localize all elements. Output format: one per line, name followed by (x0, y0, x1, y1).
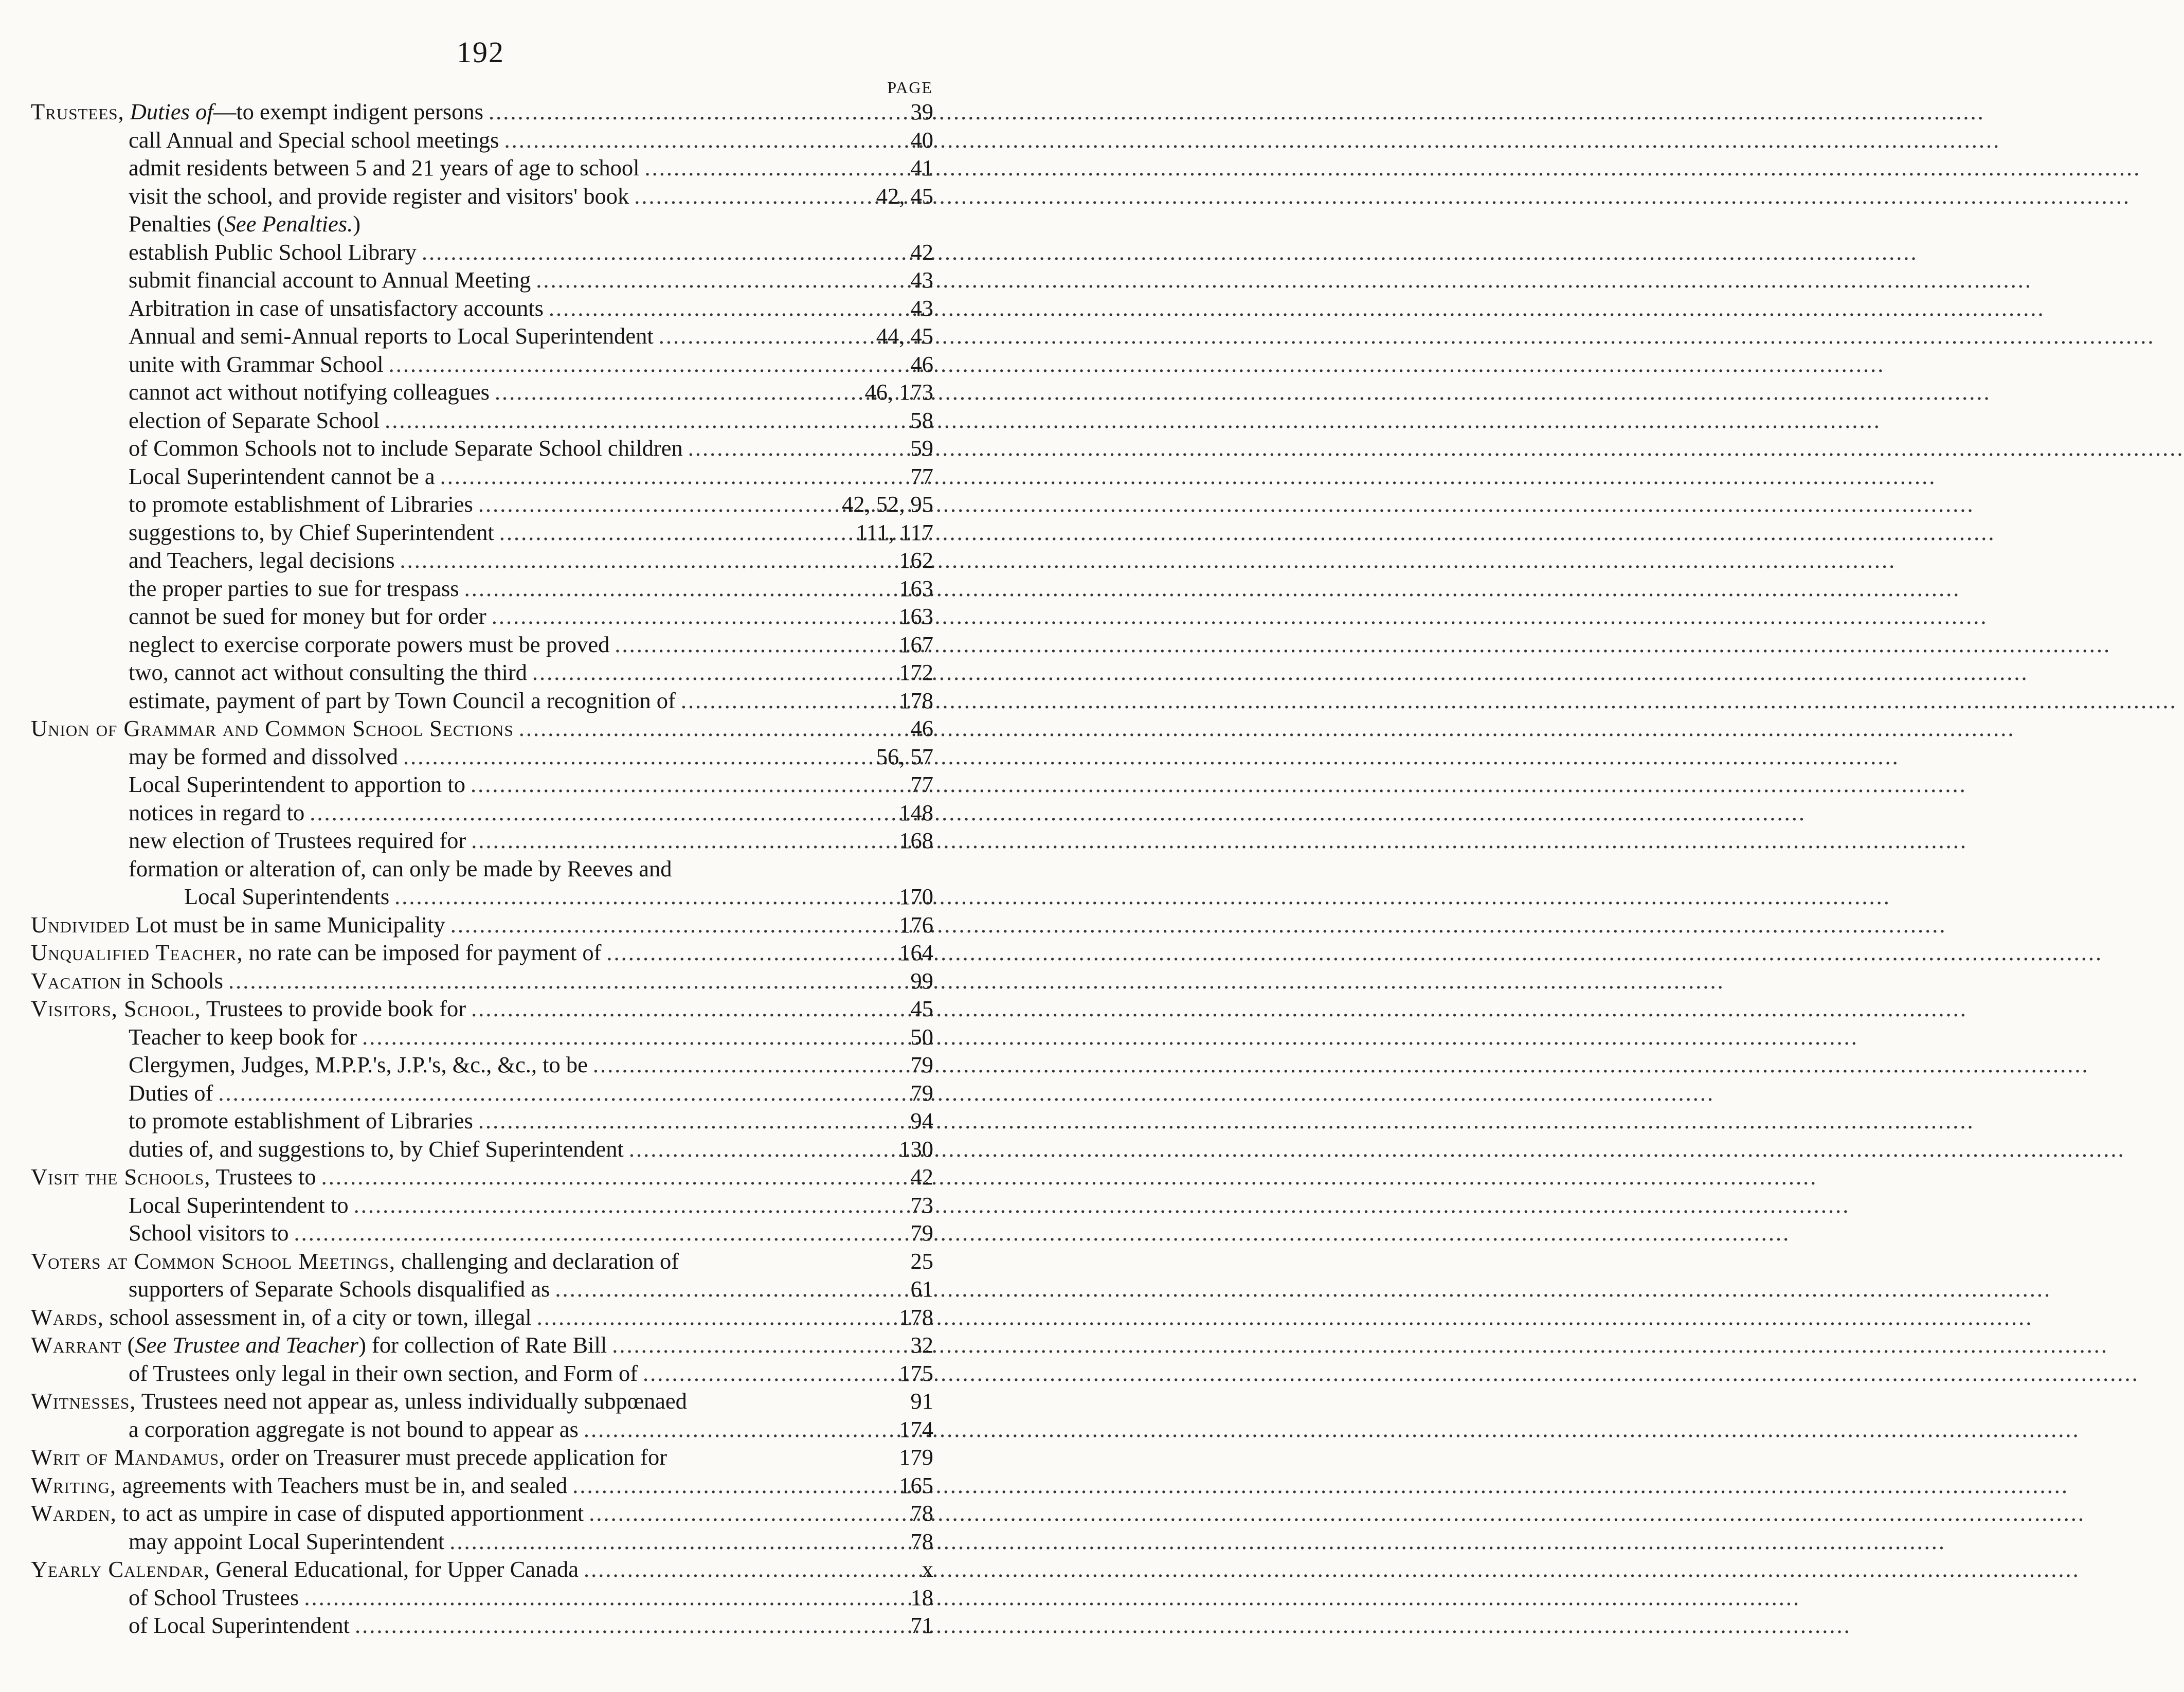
entry-page-ref: 73 (910, 1192, 933, 1218)
entry-heading: Unqualified Teacher, (31, 940, 243, 965)
dot-leader (681, 687, 894, 715)
entry-heading: Voters at Common School Meetings, (31, 1248, 396, 1274)
entry-page-ref: 172 (899, 659, 933, 685)
entry-description: cannot act without notifying colleagues (129, 379, 490, 405)
entry-description: establish Public School Library (129, 239, 417, 265)
dot-leader (471, 770, 906, 799)
index-entry (31, 687, 933, 715)
dot-leader (629, 1135, 894, 1163)
index-entry (31, 1359, 933, 1388)
entry-text (31, 1471, 567, 1500)
index-entry (31, 911, 933, 939)
entry-page-ref: 170 (899, 884, 933, 909)
entry-text (31, 98, 483, 126)
entry-description: Local Superintendents (184, 884, 390, 909)
index-entry (31, 1527, 933, 1556)
index-entry (31, 434, 933, 462)
entry-description: of Common Schools not to include Separate School children (129, 435, 683, 461)
entry-description: a corporation aggregate is not bound to appear as (129, 1416, 579, 1442)
entry-description: of Trustees only legal in their own section, and Form of (129, 1360, 638, 1386)
index-entry (31, 490, 933, 518)
entry-description: Arbitration in case of unsatisfactory accounts (129, 295, 544, 321)
dot-leader (449, 1527, 905, 1556)
index-entry (31, 1051, 933, 1079)
entry-description: School visitors to (129, 1220, 289, 1246)
entry-text (129, 266, 531, 294)
index-entry (31, 1303, 933, 1331)
entry-italic: Duties of (130, 99, 213, 124)
entry-description: estimate, payment of part by Town Council a recognition of (129, 687, 676, 713)
entry-page-ref: 78 (910, 1500, 933, 1526)
entry-text (129, 855, 672, 883)
entry-text (31, 1555, 579, 1583)
entry-description: Local Superintendent cannot be a (129, 463, 435, 489)
index-entry (31, 238, 933, 266)
entry-page-ref: 77 (910, 463, 933, 489)
entry-text (31, 1331, 607, 1359)
index-entry (31, 855, 933, 883)
entry-text (129, 1583, 299, 1612)
dot-leader (355, 1611, 905, 1640)
entry-text (129, 406, 380, 435)
dot-leader (440, 462, 906, 491)
index-entry (31, 1583, 933, 1612)
entry-description: Trustees need not appear as, unless individually subpœnaed (136, 1388, 687, 1414)
index-entry (31, 1555, 933, 1583)
entry-text (129, 154, 640, 182)
entry-heading: Wards, (31, 1304, 104, 1330)
entry-page-ref: 42, 45 (876, 183, 933, 209)
index-entry (31, 770, 933, 799)
entry-description: Annual and semi-Annual reports to Local Superintendent (129, 323, 654, 349)
entry-description: two, cannot act without consulting the third (129, 659, 527, 685)
dot-leader (519, 714, 906, 743)
dot-leader (354, 1191, 906, 1219)
index-entry (31, 1331, 933, 1359)
dot-leader (394, 883, 894, 911)
entry-description (124, 99, 130, 124)
entry-description: cannot be sued for money but for order (129, 603, 486, 629)
index-entry (31, 1611, 933, 1640)
entry-page-ref: 176 (899, 911, 933, 938)
entry-page-ref: 71 (910, 1612, 933, 1638)
entry-text (129, 434, 683, 462)
entry-text (31, 1163, 316, 1191)
dot-leader (321, 1163, 906, 1191)
index-entry (31, 294, 933, 322)
entry-page-ref: 164 (899, 940, 933, 965)
entry-text (129, 1611, 350, 1640)
index-entry (31, 1275, 933, 1303)
entry-text (129, 574, 459, 603)
index-entry (31, 1247, 933, 1275)
dot-leader (555, 1275, 905, 1303)
dot-leader (492, 602, 894, 631)
entry-page-ref: 25 (910, 1248, 933, 1274)
entry-text (129, 238, 417, 266)
entry-description-cont: ) (353, 211, 361, 237)
entry-page-ref: 167 (899, 631, 933, 657)
entry-heading: Union of Grammar and Common School Sections (31, 715, 514, 741)
entry-page-ref: 42 (910, 239, 933, 265)
entry-description: suggestions to, by Chief Superintendent (129, 519, 494, 545)
dot-leader (400, 546, 894, 574)
entry-text (31, 939, 601, 967)
entry-text (129, 182, 629, 210)
entry-italic: See Penalties. (224, 211, 353, 237)
entry-page-ref: 56, 57 (876, 743, 933, 769)
dot-leader (536, 266, 905, 294)
entry-description: visit the school, and provide register and visitors' book (129, 183, 629, 209)
entry-description: Trustees to (210, 1164, 316, 1190)
entry-text (129, 210, 360, 238)
index-entry (31, 602, 933, 631)
entry-description: no rate can be imposed for payment of (243, 940, 602, 965)
dot-leader (471, 995, 905, 1023)
entry-description: to promote establishment of Libraries (129, 491, 473, 517)
entry-text (31, 1387, 687, 1415)
index-entry (31, 1415, 933, 1444)
entry-heading: Witnesses, (31, 1388, 136, 1414)
index-entry (31, 631, 933, 659)
entry-text (31, 1443, 667, 1471)
entry-text (129, 743, 398, 771)
entry-page-ref: 130 (899, 1136, 933, 1162)
entry-page-ref: 42 (910, 1164, 933, 1190)
page-number: 192 (457, 35, 504, 69)
index-entry (31, 743, 933, 771)
entry-text (129, 350, 384, 379)
entry-text (129, 126, 499, 154)
index-entry (31, 1387, 933, 1415)
entry-page-ref: 44, 45 (876, 323, 933, 349)
index-entry (31, 210, 933, 238)
entry-description: agreements with Teachers must be in, and sealed (116, 1472, 568, 1498)
entry-heading: Visitors, School, (31, 996, 201, 1021)
index-entry (31, 995, 933, 1023)
entry-heading: Yearly Calendar, (31, 1556, 210, 1582)
entry-heading: Trustees, (31, 99, 124, 124)
index-entry (31, 1163, 933, 1191)
entry-text (129, 462, 435, 491)
entry-page-ref: 46 (910, 351, 933, 377)
dot-leader (584, 1555, 917, 1583)
dot-leader (504, 126, 905, 154)
entry-description: and Teachers, legal decisions (129, 547, 395, 573)
index-entry (31, 154, 933, 182)
entry-text (31, 995, 466, 1023)
entry-description: may be formed and dissolved (129, 743, 398, 769)
index-entry (31, 574, 933, 603)
index-entry (31, 1443, 933, 1471)
dot-leader (403, 743, 871, 771)
dot-leader (643, 1359, 894, 1388)
entry-description: may appoint Local Superintendent (129, 1528, 445, 1554)
index-entry (31, 1079, 933, 1107)
entry-page-ref: 162 (899, 547, 933, 573)
entry-text (31, 1499, 584, 1527)
entry-page-ref: 178 (899, 1304, 933, 1330)
entry-text (129, 322, 654, 350)
dot-leader (385, 406, 905, 435)
entry-text (129, 378, 490, 406)
dot-leader (645, 154, 906, 182)
entry-page-ref: 79 (910, 1052, 933, 1077)
entry-description: Duties of (129, 1079, 213, 1106)
entry-heading: Warden, (31, 1500, 117, 1526)
page-column-label: PAGE (887, 78, 933, 97)
entry-description: duties of, and suggestions to, by Chief Superintendent (129, 1136, 624, 1162)
entry-text (129, 658, 527, 687)
dot-leader (304, 1583, 905, 1612)
entry-page-ref: 99 (910, 967, 933, 994)
entry-text (129, 1079, 213, 1107)
entry-text (129, 687, 676, 715)
index-entry (31, 98, 933, 126)
index-entry (31, 462, 933, 491)
dot-leader (537, 1303, 894, 1331)
entry-description: ( (121, 1332, 135, 1358)
entry-description: admit residents between 5 and 21 years of age to school (129, 155, 640, 181)
entry-page-ref: 46, 173 (864, 379, 933, 405)
dot-leader (615, 631, 894, 659)
entry-description: Trustees to provide book for (201, 996, 466, 1021)
entry-description: General Educational, for Upper Canada (210, 1556, 579, 1582)
entry-heading: Visit the Schools, (31, 1164, 211, 1190)
entry-page-ref: x (922, 1556, 933, 1582)
entry-description: call Annual and Special school meetings (129, 127, 499, 153)
entry-page-ref: 43 (910, 267, 933, 293)
entry-page-ref: 79 (910, 1220, 933, 1246)
entry-description: unite with Grammar School (129, 351, 384, 377)
entry-text (129, 294, 544, 322)
index-entries (31, 98, 933, 1640)
entry-page-ref: 94 (910, 1108, 933, 1133)
entry-text (129, 826, 466, 855)
entry-description: Clergymen, Judges, M.P.P.'s, J.P.'s, &c., &c., to be (129, 1052, 588, 1077)
entry-page-ref: 61 (910, 1276, 933, 1302)
index-entry (31, 546, 933, 574)
entry-page-ref: 45 (910, 996, 933, 1021)
dot-leader (634, 182, 871, 210)
entry-text (31, 1247, 679, 1275)
dot-leader (478, 490, 837, 518)
index-entry (31, 883, 933, 911)
index-entry (31, 826, 933, 855)
entry-page-ref: 163 (899, 575, 933, 601)
entry-description: in Schools (121, 967, 223, 994)
entry-description: formation or alteration of, can only be made by Reeves and (129, 855, 672, 881)
entry-text (129, 1275, 550, 1303)
entry-page-ref: 111, 117 (856, 519, 933, 545)
index-entry (31, 1499, 933, 1527)
entry-page-ref: 59 (910, 435, 933, 461)
entry-description: new election of Trustees required for (129, 827, 466, 853)
dot-leader (389, 350, 906, 379)
entry-description: notices in regard to (129, 799, 305, 825)
index-entry (31, 1107, 933, 1135)
dot-leader (489, 98, 906, 126)
dot-leader (584, 1415, 894, 1444)
entry-text (31, 967, 223, 995)
entry-description: submit financial account to Annual Meeting (129, 267, 531, 293)
entry-text (129, 1107, 473, 1135)
entry-page-ref: 174 (899, 1416, 933, 1442)
dot-leader (549, 294, 906, 322)
index-entry (31, 939, 933, 967)
index-entry (31, 1023, 933, 1051)
dot-leader (612, 1331, 905, 1359)
entry-page-ref: 91 (910, 1388, 933, 1414)
entry-description: election of Separate School (129, 407, 380, 433)
entry-page-ref: 18 (910, 1584, 933, 1610)
entry-description: of Local Superintendent (129, 1612, 350, 1638)
index-entry (31, 406, 933, 435)
entry-description: the proper parties to sue for trespass (129, 575, 459, 601)
entry-text (129, 770, 465, 799)
entry-page-ref: 178 (899, 687, 933, 713)
index-entry (31, 182, 933, 210)
entry-page-ref: 50 (910, 1023, 933, 1050)
entry-page-ref: 79 (910, 1079, 933, 1106)
entry-page-ref: 78 (910, 1528, 933, 1554)
entry-description: challenging and declaration of (395, 1248, 679, 1274)
entry-description-cont: —to exempt indigent persons (213, 99, 483, 124)
entry-page-ref: 165 (899, 1472, 933, 1498)
dot-leader (589, 1499, 905, 1527)
index-entry (31, 350, 933, 379)
entry-text (184, 883, 389, 911)
index-entry (31, 1135, 933, 1163)
entry-italic: See Trustee and Teacher (135, 1332, 359, 1358)
entry-text (31, 1303, 532, 1331)
index-entry (31, 322, 933, 350)
entry-page-ref: 148 (899, 799, 933, 825)
index-entry (31, 378, 933, 406)
entry-description: order on Treasurer must precede application for (225, 1444, 667, 1470)
entry-description: Local Superintendent to (129, 1192, 349, 1218)
entry-text (129, 490, 473, 518)
dot-leader (362, 1023, 905, 1051)
dot-leader (464, 574, 894, 603)
entry-description: to act as umpire in case of disputed apportionment (116, 1500, 584, 1526)
index-entry (31, 1471, 933, 1500)
entry-page-ref: 40 (910, 127, 933, 153)
entry-heading: Writ of Mandamus, (31, 1444, 226, 1470)
entry-text (129, 1219, 289, 1247)
entry-text (129, 1023, 357, 1051)
entry-page-ref: 43 (910, 295, 933, 321)
entry-description-cont: ) for collection of Rate Bill (358, 1332, 607, 1358)
index-entry (31, 1219, 933, 1247)
dot-leader (218, 1079, 905, 1107)
index-entry (31, 658, 933, 687)
index-entry (31, 1191, 933, 1219)
entry-page-ref: 42, 52, 95 (842, 491, 933, 517)
dot-leader (572, 1471, 894, 1500)
index-entry (31, 714, 933, 743)
entry-page-ref: 168 (899, 827, 933, 853)
entry-text (129, 799, 304, 827)
entry-text (129, 1415, 579, 1444)
entry-description: of School Trustees (129, 1584, 299, 1610)
entry-page-ref: 41 (910, 155, 933, 181)
entry-page-ref: 39 (910, 99, 933, 124)
entry-page-ref: 163 (899, 603, 933, 629)
entry-description: school assessment in, of a city or town, illegal (103, 1304, 532, 1330)
entry-heading: Undivided (31, 911, 130, 938)
entry-text (31, 911, 445, 939)
entry-description: Lot must be in same Municipality (130, 911, 445, 938)
entry-text (129, 1359, 638, 1388)
entry-description: neglect to exercise corporate powers must be proved (129, 631, 610, 657)
dot-leader (499, 518, 851, 547)
entry-text (129, 1527, 444, 1556)
index-entry (31, 967, 933, 995)
dot-leader (422, 238, 906, 266)
entry-description: to promote establishment of Libraries (129, 1108, 473, 1133)
entry-text (129, 518, 494, 547)
dot-leader (688, 434, 906, 462)
dot-leader (294, 1219, 906, 1247)
entry-page-ref: 58 (910, 407, 933, 433)
entry-description: Teacher to keep book for (129, 1023, 357, 1050)
entry-description: Penalties ( (129, 211, 225, 237)
entry-text (129, 1191, 349, 1219)
entry-page-ref: 179 (899, 1444, 933, 1470)
index-entry (31, 266, 933, 294)
entry-page-ref: 77 (910, 771, 933, 797)
entry-text (129, 602, 486, 631)
entry-heading: Warrant (31, 1332, 122, 1358)
index-entry (31, 126, 933, 154)
entry-text (129, 1051, 588, 1079)
dot-leader (310, 799, 894, 827)
dot-leader (532, 658, 894, 687)
dot-leader (471, 826, 894, 855)
entry-heading: Writing, (31, 1472, 117, 1498)
entry-text (31, 714, 514, 743)
index-entry (31, 518, 933, 547)
entry-page-ref: 175 (899, 1360, 933, 1386)
index-entry (31, 799, 933, 827)
dot-leader (478, 1107, 906, 1135)
entry-page-ref: 46 (910, 715, 933, 741)
entry-page-ref: 32 (910, 1332, 933, 1358)
entry-text (129, 631, 609, 659)
entry-description: Local Superintendent to apportion to (129, 771, 465, 797)
dot-leader (495, 378, 860, 406)
dot-leader (659, 322, 871, 350)
entry-text (129, 1135, 624, 1163)
entry-description: supporters of Separate Schools disqualified as (129, 1276, 550, 1302)
entry-text (129, 546, 395, 574)
entry-heading: Vacation (31, 967, 122, 994)
dot-leader (450, 911, 894, 939)
dot-leader (606, 939, 894, 967)
dot-leader (593, 1051, 906, 1079)
dot-leader (228, 967, 906, 995)
